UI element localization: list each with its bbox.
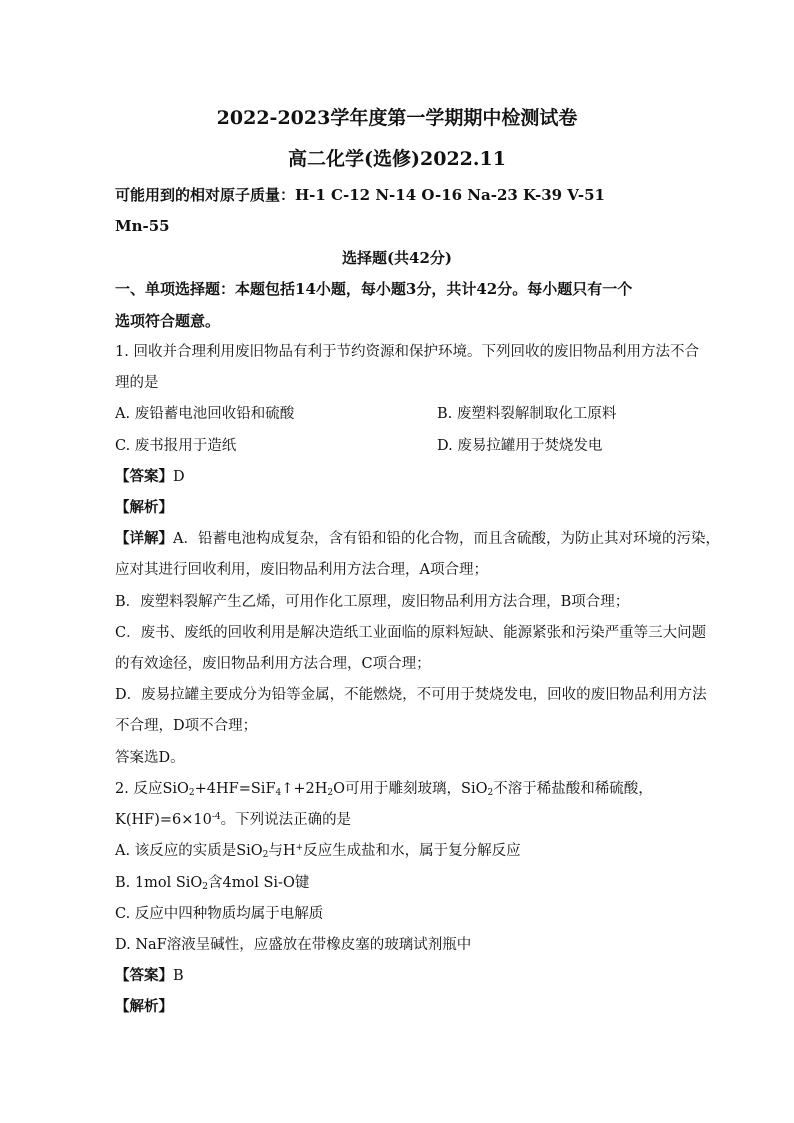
q1-detail-a1 bbox=[115, 529, 720, 549]
q1-detail-d1: D．废易拉罐主要成分为铅等金属，不能燃烧，不可用于焚烧发电，回收的废旧物品利用方法 bbox=[115, 687, 707, 703]
q2-stem-line2 bbox=[115, 810, 351, 830]
section-instruction-line2: 选项符合题意。 bbox=[115, 312, 221, 330]
q2-stem-text: 。下列说法正确的是 bbox=[220, 812, 352, 828]
q1-analysis-tag: 【解析】 bbox=[115, 499, 173, 516]
section-instruction-line1: 一、单项选择题：本题包括14小题，每小题3分，共计42分。每小题只有一个 bbox=[115, 280, 633, 298]
exam-title: 2022-2023学年度第一学期期中检测试卷 bbox=[216, 107, 578, 129]
q2-option-a bbox=[115, 841, 521, 861]
subscript: 4 bbox=[275, 788, 282, 798]
q1-answer-value: D bbox=[173, 469, 185, 485]
q2-answer bbox=[115, 966, 184, 986]
q1-answer-tag: 【答案】 bbox=[115, 468, 173, 485]
q2-option-text: B. 1mol SiO bbox=[115, 875, 203, 891]
q2-option-text: 与H bbox=[268, 843, 296, 859]
subscript: 2 bbox=[327, 788, 334, 798]
exam-subtitle: 高二化学(选修)2022.11 bbox=[288, 148, 506, 170]
q1-detail-d2: 不合理，D项不合理； bbox=[115, 718, 258, 734]
superscript: + bbox=[295, 843, 304, 853]
q1-detail-b: B．废塑料裂解产生乙烯，可用作化工原理，废旧物品利用方法合理，B项合理； bbox=[115, 594, 630, 610]
q2-stem-text: 不溶于稀盐酸和稀硫酸， bbox=[493, 781, 653, 797]
q1-detail-tag: 【详解】 bbox=[115, 530, 173, 547]
q2-stem-text: O可用于雕刻玻璃，SiO bbox=[333, 781, 488, 797]
q2-option-text: A. 该反应的实质是SiO bbox=[115, 843, 263, 859]
q1-answer bbox=[115, 467, 185, 487]
q2-option-d: D. NaF溶液呈碱性，应盛放在带橡皮塞的玻璃试剂瓶中 bbox=[115, 937, 472, 953]
q2-option-c: C. 反应中四种物质均属于电解质 bbox=[115, 906, 324, 922]
q2-answer-value: B bbox=[173, 968, 184, 984]
q2-stem-text: ↑+2H bbox=[281, 781, 328, 797]
q1-detail-a1-text: A．铅蓄电池构成复杂，含有铅和铅的化合物，而且含硫酸，为防止其对环境的污染， bbox=[173, 531, 720, 547]
atomic-masses-line2: Mn-55 bbox=[115, 217, 170, 235]
q2-stem-line1 bbox=[115, 779, 653, 799]
q1-stem-line1: 1. 回收并合理利用废旧物品有利于节约资源和保护环境。下列回收的废旧物品利用方法不合 bbox=[115, 344, 699, 360]
section-heading: 选择题(共42分) bbox=[341, 249, 453, 267]
q1-conclusion: 答案选D。 bbox=[115, 750, 185, 766]
q2-stem-text: K(HF)=6×10 bbox=[115, 812, 212, 828]
subscript: 2 bbox=[188, 788, 195, 798]
q2-stem-text: 2. 反应SiO bbox=[115, 781, 189, 797]
q2-option-b bbox=[115, 873, 309, 893]
q1-option-b: B. 废塑料裂解制取化工原料 bbox=[437, 406, 617, 422]
q1-stem-line2: 理的是 bbox=[115, 375, 159, 391]
atomic-masses-line1: 可能用到的相对原子质量：H-1 C-12 N-14 O-16 Na-23 K-39 V-51 bbox=[115, 186, 605, 204]
q2-option-text: 含4mol Si-O键 bbox=[208, 875, 310, 891]
q2-stem-text: +4HF=SiF bbox=[194, 781, 276, 797]
subscript: 2 bbox=[487, 788, 494, 798]
q1-detail-a2: 应对其进行回收利用，废旧物品利用方法合理，A项合理； bbox=[115, 562, 488, 578]
q1-option-d: D. 废易拉罐用于焚烧发电 bbox=[437, 438, 603, 454]
q1-detail-c2: 的有效途径，废旧物品利用方法合理，C项合理； bbox=[115, 656, 431, 672]
superscript: -4 bbox=[211, 812, 221, 822]
q2-option-text: 反应生成盐和水，属于复分解反应 bbox=[303, 843, 521, 859]
q2-analysis-tag: 【解析】 bbox=[115, 998, 173, 1015]
q2-answer-tag: 【答案】 bbox=[115, 967, 173, 984]
subscript: 2 bbox=[262, 850, 269, 860]
q1-option-a: A. 废铅蓄电池回收铅和硫酸 bbox=[115, 406, 295, 422]
q1-option-c: C. 废书报用于造纸 bbox=[115, 438, 237, 454]
subscript: 2 bbox=[202, 882, 209, 892]
q1-detail-c1: C．废书、废纸的回收利用是解决造纸工业面临的原料短缺、能源紧张和污染严重等三大问题 bbox=[115, 625, 707, 641]
